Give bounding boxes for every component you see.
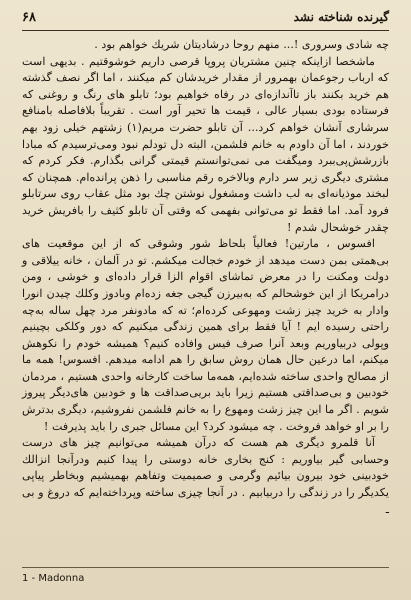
- page-body: [22, 37, 389, 518]
- footnote-rule: [22, 567, 389, 568]
- paragraph: ماشخصا ازاینکه چنین مشتریان پروپا قرصی داریم خوشوقتیم . بدیهی است که ارباب رجوعمان بهمرور از مقدار خریدشان کم میکنند ، اما اگر نصف گذشته هم خرید بکنند باز تاآنداز‌ه‌ای در رفاه خواهیم بود؛ تابلو های رنگ و روغنی که فرستاده بودی بسیار عالی ، قیمت ها تحیر آور است . تقریباً بلافاصله بامنافع سرشاری آنشان خواهم کرد... آن تابلو حضرت مریم(۱) زشتهم خیلی زود بهم خوردند ، اما آن داودم به خانم فلشمن، البته دل تودلم نبود ومی‌ترسیدم که مبادا بازرشش‌پی‌ببرد ومیگفت می نمی‌توانستم قیمتی گرانی بگذارم. فکر کردم که مشتری دیگری زیر سر دارم وبالاخره رقم مناسبی را ذهن پرانده‌ام. همچنان که لبخند موذیانه‌ای به لب داشت ومشغول نوشتن چك بود مثل عقاب روی سرتابلو فرود آمد. اما فقط تو می‌توانی بفهمی که وقتی آن تابلو کثیف را بافریش خرید چقدر خوشحال شدم !: [22, 54, 389, 234]
- page-number: ۶۸: [22, 10, 36, 25]
- paragraph: افسوس ، مارتین! فعالیاً بلحاظ شور وشوقی که از این موقعیت های بی‌همتی بمن دست میدهد از خودم خجالت میکشم. تو در آلمان ، خانه ییلاقی و دولت ومکنت را در معرض تماشای اقوام الزا قرار داده‌ای و خوشی ، ومن درامریکا از این خوشحالم که به‌بیرزن گیجی جغه زده‌ام وبادوز وکلك چیدن انورا وادار به خرید چیز زشت ومهوعی کرده‌ام؛ ته که مادونفر مرد چهل ساله به‌چه راحتی رسیده ایم ! آیا فقط برای همین زندگی میکنیم که دور وکلکی بچینیم وپولی دربیاوریم وبعد آنرا صرف فیس وافاده کنیم؟ همیشه خودم را نکوهش میکنم، اما درعین حال همان روش سابق را هم ادامه میدهم. افسوس! همه ما از مصالح واحدی ساخته شده‌ایم، همه‌ما ساخت کارخانه واحدی هستیم ، مردمان خودبین و بی‌صداقتی هستیم زیرا باید بریی‌صداقت ها و خودبین های‌دیگر پیروز شویم . اگر ما این چیز زشت ومهوع را به خانم فلشمن نفروشیم، دیگری بدترش را بر او خواهد فروخت . چه میشود کرد؟ این مسائل جبری را باید پذیرفت !: [22, 237, 389, 433]
- page-header: [22, 10, 389, 31]
- footnote: 1 - Madonna: [22, 573, 85, 584]
- paragraph: آنا قلمرو دیگری هم هست که درآن همیشه می‌توانیم چیز های درست وحسابی گیر بیاوریم : کنج بخاری خانه دوستی را پیدا کنیم ودرآنجا انزالك خودبینی خود بیرون بیائیم وگرمی و صمیمیت وتفاهم بهمیشیم وبخاطر پیاپی یکدیگر را در زندگی را دربیابیم . در آنجا چیزی ساخته وپرداخته‌ایم که دروغ و بی ـ: [22, 436, 389, 516]
- paragraph: چه شادی وسروری !... منهم روحا درشادیتان شریك خواهم بود .: [94, 38, 389, 51]
- running-title: گیرنده شناخته نشد: [293, 10, 389, 24]
